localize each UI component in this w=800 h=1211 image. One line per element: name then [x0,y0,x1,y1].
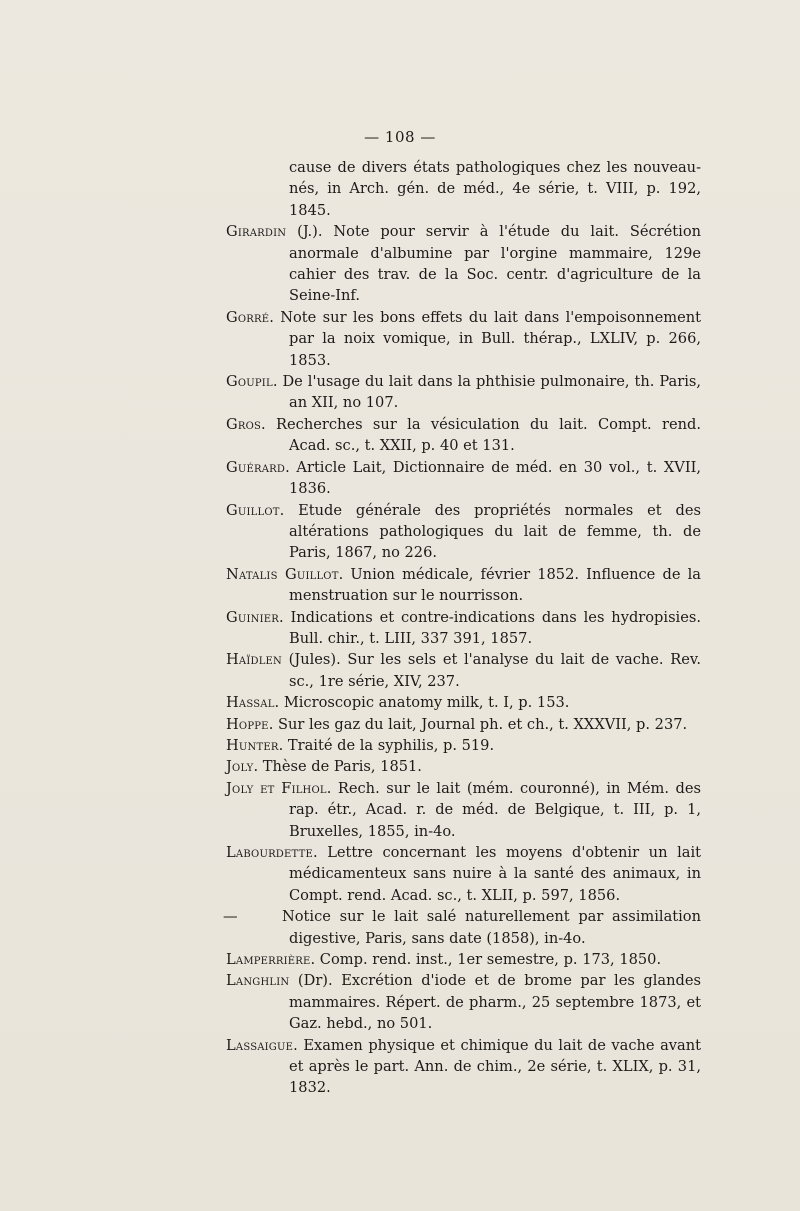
bibliography-entry [226,157,701,221]
entry-text: . Traité de la syphilis, p. 519. [278,736,495,754]
entry-author: Hoppe [226,715,269,733]
page-number: — 108 — [364,128,436,146]
entry-text: . Etude générale des propriétés normales et des altérations pathologiques du lait de femme, th. de Paris, 1867, no 226. [279,501,701,562]
entry-author: Gorré [226,308,270,326]
entry-text: cause de divers états pathologiques chez les nouveau-nés, in Arch. gén. de méd., 4e série, t. VIII, p. 192, 1845. [289,159,701,219]
entry-author: Labourdette [226,844,313,861]
bibliography-entry [226,649,701,692]
bibliography-entry [223,906,701,949]
entry-text: (Jules). Sur les sels et l'analyse du lait de vache. Rev. sc., 1re série, XIV, 237. [282,651,701,690]
entry-author: Hunter [226,736,279,754]
entry-author: Girardin [226,223,287,241]
entry-author: Guillot [226,501,280,519]
bibliography-list [223,157,702,1099]
bibliography-entry [226,714,701,735]
entry-text: . Examen physique et chimique du lait de vache avant et après le part. Ann. de chim., 2e série, t. XLIX, p. 31, 1832. [289,1036,701,1097]
entry-author: Lamperrière [226,951,311,969]
bibliography-entry [226,607,701,650]
entry-text: . Microscopic anatomy milk, t. I, p. 153. [274,694,570,712]
entry-author: Hassal [226,694,275,712]
bibliography-entry [226,842,701,906]
entry-author: Langhlin [226,972,290,990]
ditto-dash: — [223,908,238,926]
entry-author: Natalis Guillot [226,565,339,583]
entry-text: Notice sur le lait salé naturellement par assimilation digestive, Paris, sans date (1858), in-4o. [282,908,701,947]
entry-text: . Note sur les bons effets du lait dans l'empoisonnement par la noix vomique, in Bull. thérap., LXLIV, p. 266, 1853. [269,308,701,369]
bibliography-entry [226,970,701,1034]
bibliography-entry [226,692,701,713]
bibliography-entry [226,564,701,607]
bibliography-entry [226,371,701,414]
entry-author: Haïdlen [226,651,283,669]
bibliography-entry [226,949,701,970]
entry-text: . Recherches sur la vésiculation du lait. Compt. rend. Acad. sc., t. XXII, p. 40 et 131. [261,415,701,455]
entry-text: . Rech. sur le lait (mém. couronné), in Mém. des rap. étr., Acad. r. de méd. de Belgique, t. III, p. 1, Bruxelles, 1855, in-4o. [289,779,702,840]
bibliography-entry [226,756,701,777]
entry-author: Joly [226,758,254,776]
entry-text: (Dr). Excrétion d'iode et de brome par les glandes mammaires. Répert. de pharm., 25 septembre 1873, et Gaz. hebd., no 501. [289,972,701,1033]
entry-author: Lassaigue [226,1036,294,1054]
entry-text: (J.). Note pour servir à l'étude du lait. Sécrétion anormale d'albumine par l'orgine mammaire, 129e cahier des trav. de la Soc. centr. d'agriculture de la Seine-Inf. [286,223,701,305]
bibliography-entry [226,221,701,307]
entry-author: Goupil [226,373,273,391]
entry-text: . Union médicale, février 1852. Influence de la menstruation sur le nourrisson. [289,565,701,605]
bibliography-entry [226,500,701,564]
entry-author: Guinier [226,608,279,626]
entry-text: . Indications et contre-indications dans les hydropisies. Bull. chir., t. LIII, 337 391, 1857. [278,608,701,647]
entry-text: . Comp. rend. inst., 1er semestre, p. 173, 1850. [310,951,662,969]
entry-text: . Lettre concernant les moyens d'obtenir un lait médicamenteux sans nuire à la santé des animaux, in Compt. rend. Acad. sc., t. XLII, p. 597, 1856. [289,844,701,904]
entry-author: Gros [226,415,262,433]
bibliography-entry [226,457,701,500]
bibliography-entry [226,1035,701,1099]
entry-text: . Sur les gaz du lait, Journal ph. et ch., t. XXXVII, p. 237. [268,715,688,733]
entry-text: . De l'usage du lait dans la phthisie pulmonaire, th. Paris, an XII, no 107. [272,373,701,412]
entry-text: . Thèse de Paris, 1851. [253,758,422,776]
bibliography-entry [226,735,701,756]
entry-author: Guérard [226,458,286,476]
entry-author: Joly et Filhol [226,779,327,797]
entry-text: . Article Lait, Dictionnaire de méd. en 30 vol., t. XVII, 1836. [285,458,701,498]
bibliography-entry [226,778,701,842]
bibliography-entry [226,414,701,457]
bibliography-entry [226,307,701,371]
